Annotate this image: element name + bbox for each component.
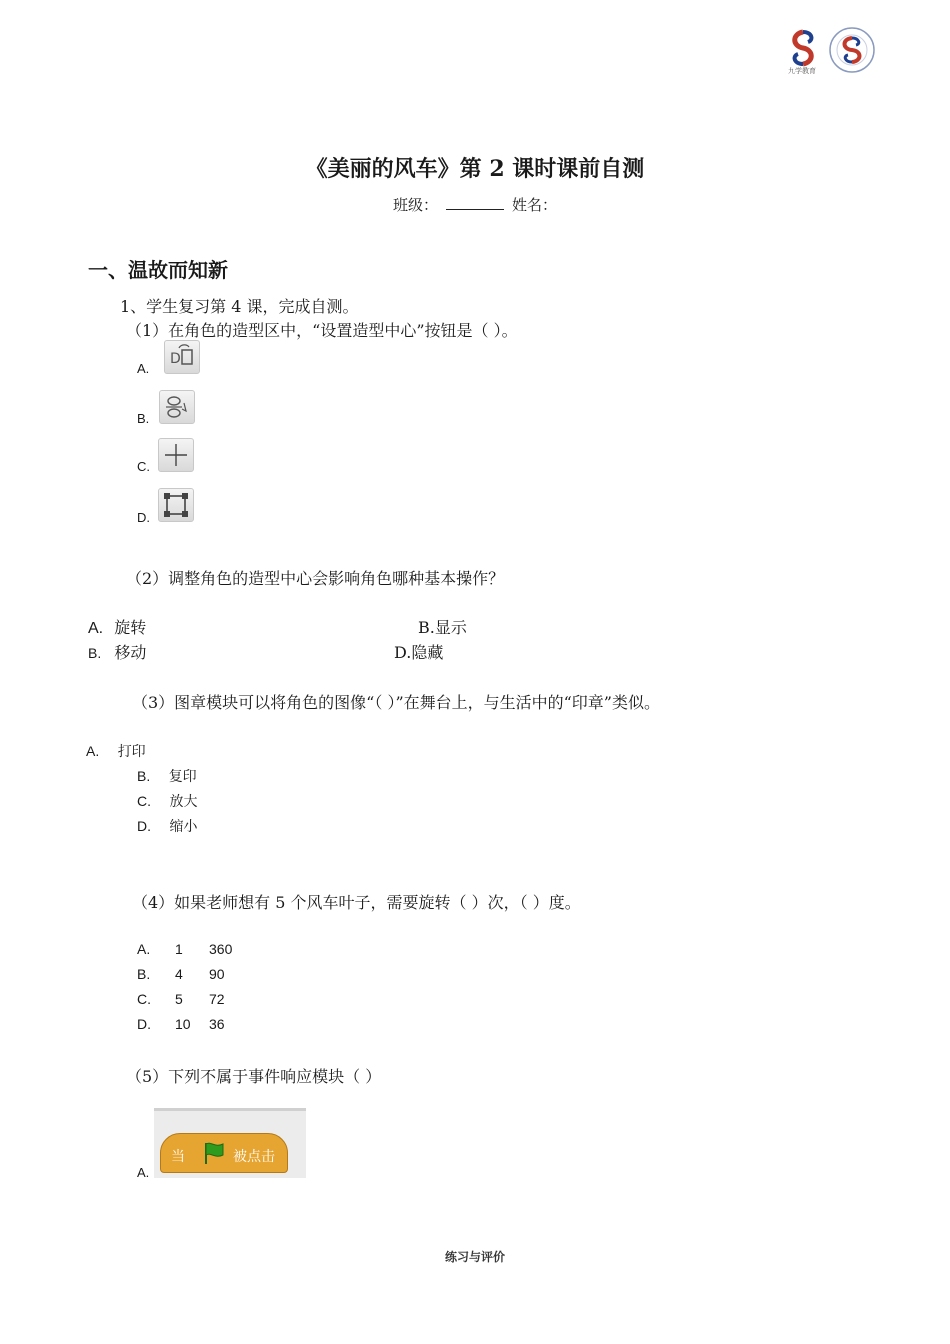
- q4-option-b-degree: 90: [209, 966, 225, 982]
- q3-option-a-label: A.: [86, 743, 100, 759]
- q3-option-a: [86, 741, 146, 761]
- intro-text: 1、学生复习第 4 课，完成自测。: [120, 297, 359, 316]
- q4-option-c-count: 5: [175, 991, 183, 1007]
- q3-option-a-text: 打印: [117, 744, 146, 760]
- section-heading: 一、温故而知新: [88, 260, 228, 282]
- q2-option-a: [88, 615, 146, 638]
- svg-text:D: D: [170, 351, 181, 367]
- question-3: （3）图章模块可以将角色的图像“（ ）”在舞台上，与生活中的“印章”类似。: [132, 693, 660, 712]
- question-5: （5）下列不属于事件响应模块（ ）: [126, 1067, 382, 1086]
- bounding-box-icon[interactable]: [158, 488, 194, 522]
- question-4: （4）如果老师想有 5 个风车叶子，需要旋转（ ）次，（ ）度。: [132, 893, 581, 912]
- q4-option-b: [137, 966, 225, 982]
- when-flag-clicked-block[interactable]: [154, 1108, 306, 1178]
- q3-option-d: [137, 816, 197, 836]
- q3-option-b-text: 复印: [168, 769, 197, 785]
- q3-option-d-label: D.: [137, 818, 151, 834]
- q4-option-d-label: D.: [137, 1016, 151, 1032]
- hat-block-when-label: 当: [171, 1149, 185, 1165]
- page-footer: 练习与评价: [444, 1250, 505, 1264]
- q2-option-d: D.隐藏: [394, 643, 444, 662]
- crosshair-center-icon[interactable]: [158, 438, 194, 472]
- q4-option-a-count: 1: [175, 941, 183, 957]
- q4-option-b-count: 4: [175, 966, 183, 982]
- q3-option-c: [137, 791, 197, 811]
- q4-option-d: [137, 1016, 225, 1032]
- header-logo-left: [786, 28, 820, 76]
- q2-option-a-text: 旋转: [114, 618, 147, 637]
- q2-option-c-text: 移动: [114, 643, 147, 662]
- q4-option-c-label: C.: [137, 991, 151, 1007]
- logo-right-caption: [928, 26, 930, 27]
- q4-option-d-degree: 36: [209, 1016, 225, 1032]
- question-1: （1）在角色的造型区中，“设置造型中心”按钮是（ ）。: [126, 321, 518, 340]
- q4-option-a-degree: 360: [209, 941, 233, 957]
- q4-option-a: [137, 941, 232, 957]
- class-blank[interactable]: [446, 195, 504, 210]
- q1-option-c-label: C.: [137, 459, 150, 474]
- question-2: （2）调整角色的造型中心会影响角色哪种基本操作？: [126, 569, 505, 588]
- logo-left-caption: 九学教育: [788, 68, 816, 75]
- q2-option-a-label: A.: [88, 620, 104, 637]
- q3-option-b: [137, 766, 197, 786]
- q3-option-d-text: 缩小: [169, 819, 198, 835]
- hat-block-clicked-label: 被点击: [233, 1149, 275, 1165]
- costume-rotate-icon[interactable]: [159, 390, 195, 424]
- q1-option-d-label: D.: [137, 510, 150, 525]
- costume-import-icon[interactable]: [164, 340, 200, 374]
- hat-block-body: [160, 1133, 288, 1173]
- class-name-line: [0, 194, 950, 215]
- q4-option-c-degree: 72: [209, 991, 225, 1007]
- q5-option-a-label: A.: [137, 1165, 150, 1180]
- q3-option-c-label: C.: [137, 793, 151, 809]
- green-flag-icon: [201, 1140, 227, 1166]
- q3-option-c-text: 放大: [169, 794, 198, 810]
- q4-option-a-label: A.: [137, 941, 151, 957]
- q2-option-c: [88, 640, 146, 663]
- q4-option-d-count: 10: [175, 1016, 191, 1032]
- q1-option-a-label: A.: [137, 361, 150, 376]
- q1-option-b-label: B.: [137, 411, 150, 426]
- page-title: 《美丽的风车》第 2 课时课前自测: [305, 156, 645, 182]
- q2-option-c-label: B.: [88, 645, 102, 661]
- q2-option-b: B.显示: [418, 618, 467, 637]
- class-label: 班级：: [392, 196, 438, 214]
- name-label: 姓名：: [512, 196, 558, 214]
- q4-option-c: [137, 991, 225, 1007]
- q4-option-b-label: B.: [137, 966, 151, 982]
- seal-logo-icon: [828, 26, 876, 74]
- q3-option-b-label: B.: [137, 768, 151, 784]
- header-logo-right: [828, 26, 876, 74]
